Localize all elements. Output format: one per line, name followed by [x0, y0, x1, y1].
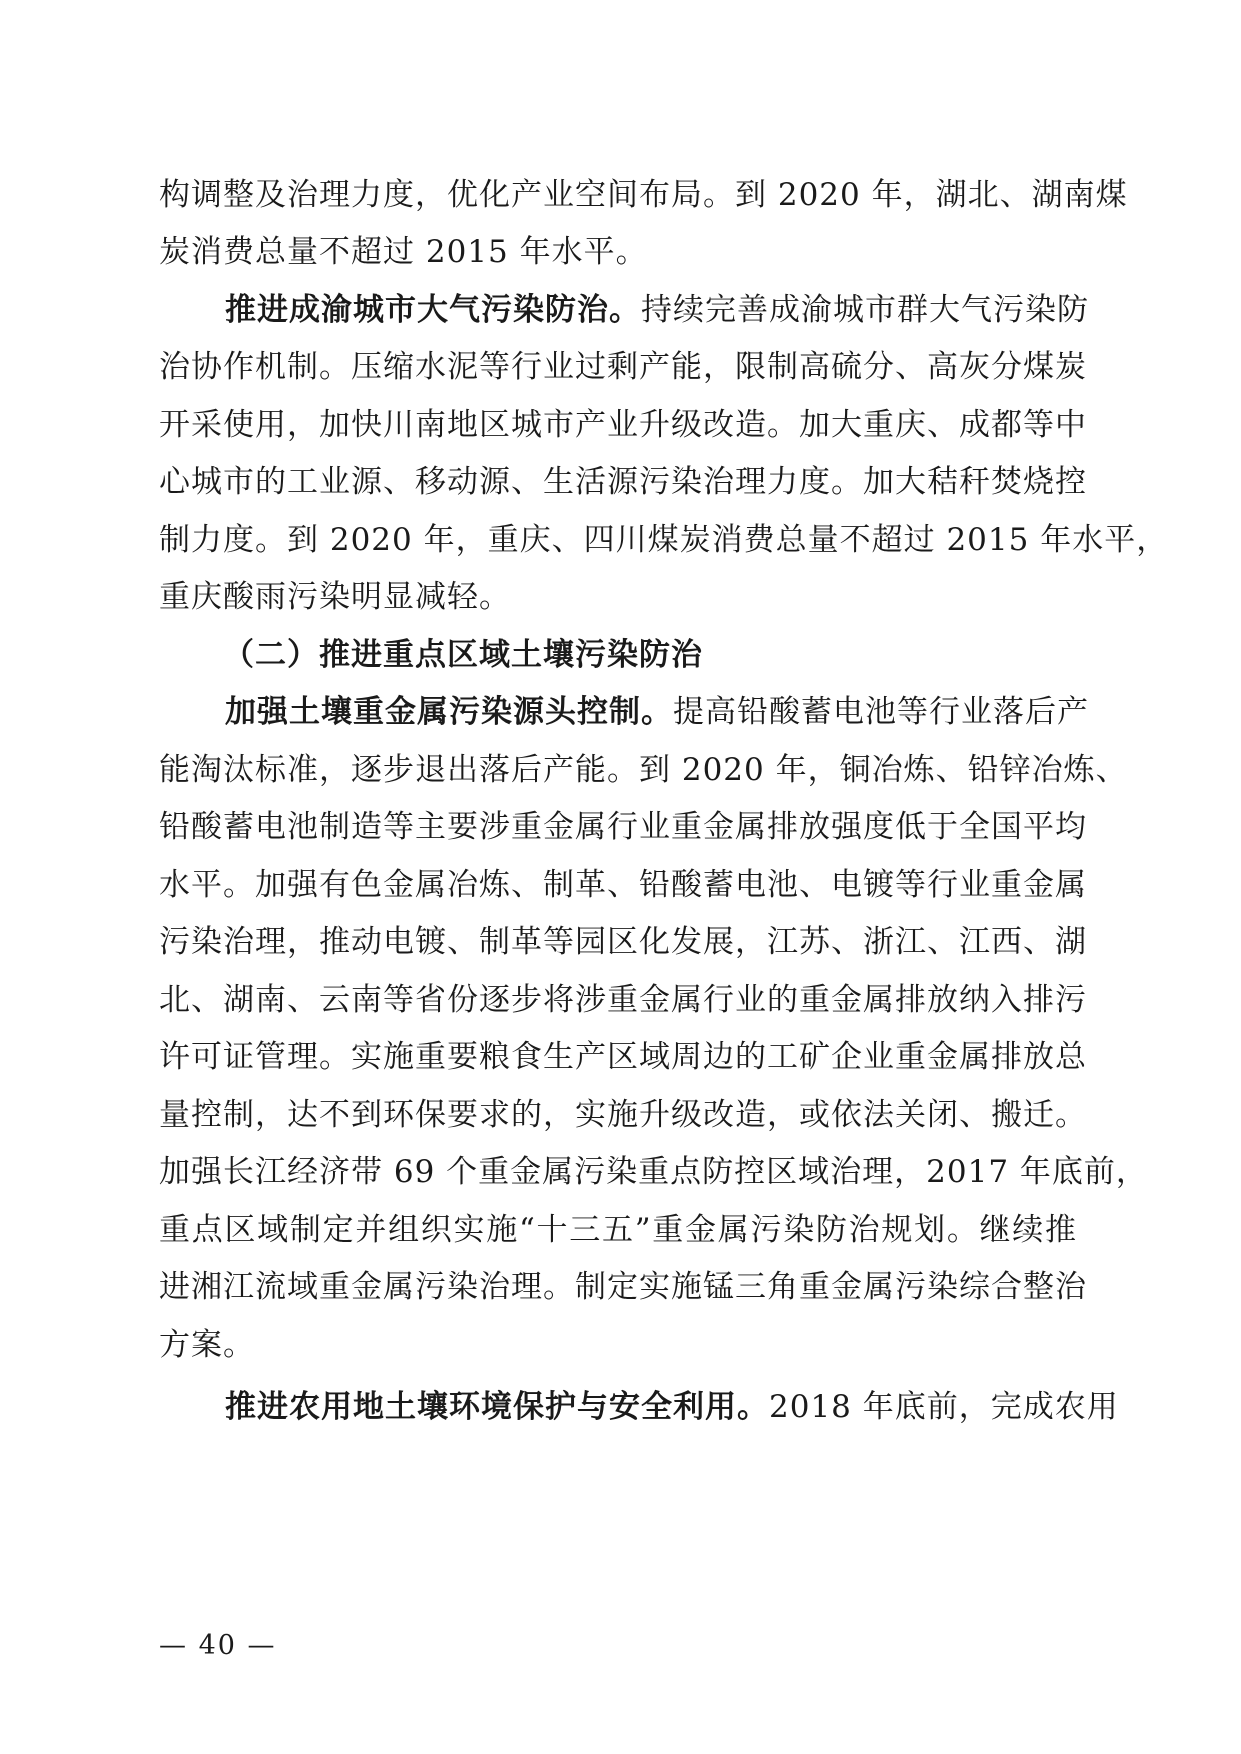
paragraph-lead: 推进农用地土壤环境保护与安全利用。: [225, 1389, 769, 1425]
text-line: [0, 1141, 1241, 1203]
text-line: [0, 509, 1241, 571]
line-text: 方案。: [159, 1327, 255, 1363]
text-line: [0, 1026, 1241, 1088]
paragraph-lead: 推进成渝城市大气污染防治。: [225, 292, 641, 328]
line-text: 北、湖南、云南等省份逐步将涉重金属行业的重金属排放纳入排污: [159, 982, 1087, 1018]
line-text: 重点区域制定并组织实施“十三五”重金属污染防治规划。继续推: [159, 1212, 1077, 1248]
heading-text: （二）推进重点区域土壤污染防治: [223, 637, 703, 673]
section-heading: [0, 624, 1241, 686]
line-text: 炭消费总量不超过 2015 年水平。: [159, 234, 648, 270]
line-text: [225, 279, 1089, 341]
text-line: [0, 221, 1241, 283]
line-text: 重庆酸雨污染明显减轻。: [159, 579, 511, 615]
line-text: [225, 681, 1089, 743]
text-line: [0, 1256, 1241, 1318]
line-rest: 提高铅酸蓄电池等行业落后产: [673, 694, 1089, 730]
line-text: [225, 1376, 1119, 1438]
line-text: 治协作机制。压缩水泥等行业过剩产能，限制高硫分、高灰分煤炭: [159, 349, 1087, 385]
paragraph-first-line: [0, 279, 1241, 341]
text-line: [0, 394, 1241, 456]
line-text: 水平。加强有色金属冶炼、制革、铅酸蓄电池、电镀等行业重金属: [159, 867, 1087, 903]
paragraph-first-line: [0, 681, 1241, 743]
page-number: — 40 —: [159, 1630, 277, 1661]
line-text: 构调整及治理力度，优化产业空间布局。到 2020 年，湖北、湖南煤: [159, 177, 1128, 213]
text-line: [0, 566, 1241, 628]
text-line: [0, 336, 1241, 398]
line-text: 许可证管理。实施重要粮食生产区域周边的工矿企业重金属排放总: [159, 1039, 1087, 1075]
line-text: 心城市的工业源、移动源、生活源污染治理力度。加大秸秆焚烧控: [159, 464, 1087, 500]
text-line: [0, 796, 1241, 858]
line-text: 开采使用，加快川南地区城市产业升级改造。加大重庆、成都等中: [159, 407, 1087, 443]
text-line: [0, 1314, 1241, 1376]
line-text: 制力度。到 2020 年，重庆、四川煤炭消费总量不超过 2015 年水平，: [159, 522, 1169, 558]
line-text: 加强长江经济带 69 个重金属污染重点防控区域治理，2017 年底前，: [159, 1154, 1148, 1190]
text-line: [0, 164, 1241, 226]
paragraph-first-line: [0, 1376, 1241, 1438]
text-line: [0, 1084, 1241, 1146]
text-line: [0, 854, 1241, 916]
line-text: 污染治理，推动电镀、制革等园区化发展，江苏、浙江、江西、湖: [159, 924, 1087, 960]
line-text: 铅酸蓄电池制造等主要涉重金属行业重金属排放强度低于全国平均: [159, 809, 1087, 845]
paragraph-lead: 加强土壤重金属污染源头控制。: [225, 694, 673, 730]
text-line: [0, 969, 1241, 1031]
text-line: [0, 1199, 1241, 1261]
line-rest: 持续完善成渝城市群大气污染防: [641, 292, 1089, 328]
text-line: [0, 739, 1241, 801]
text-line: [0, 451, 1241, 513]
line-text: 进湘江流域重金属污染治理。制定实施锰三角重金属污染综合整治: [159, 1269, 1087, 1305]
text-line: [0, 911, 1241, 973]
line-text: 能淘汰标准，逐步退出落后产能。到 2020 年，铜冶炼、铅锌冶炼、: [159, 752, 1128, 788]
line-text: 量控制，达不到环保要求的，实施升级改造，或依法关闭、搬迁。: [159, 1097, 1087, 1133]
line-rest: 2018 年底前，完成农用: [769, 1389, 1119, 1425]
